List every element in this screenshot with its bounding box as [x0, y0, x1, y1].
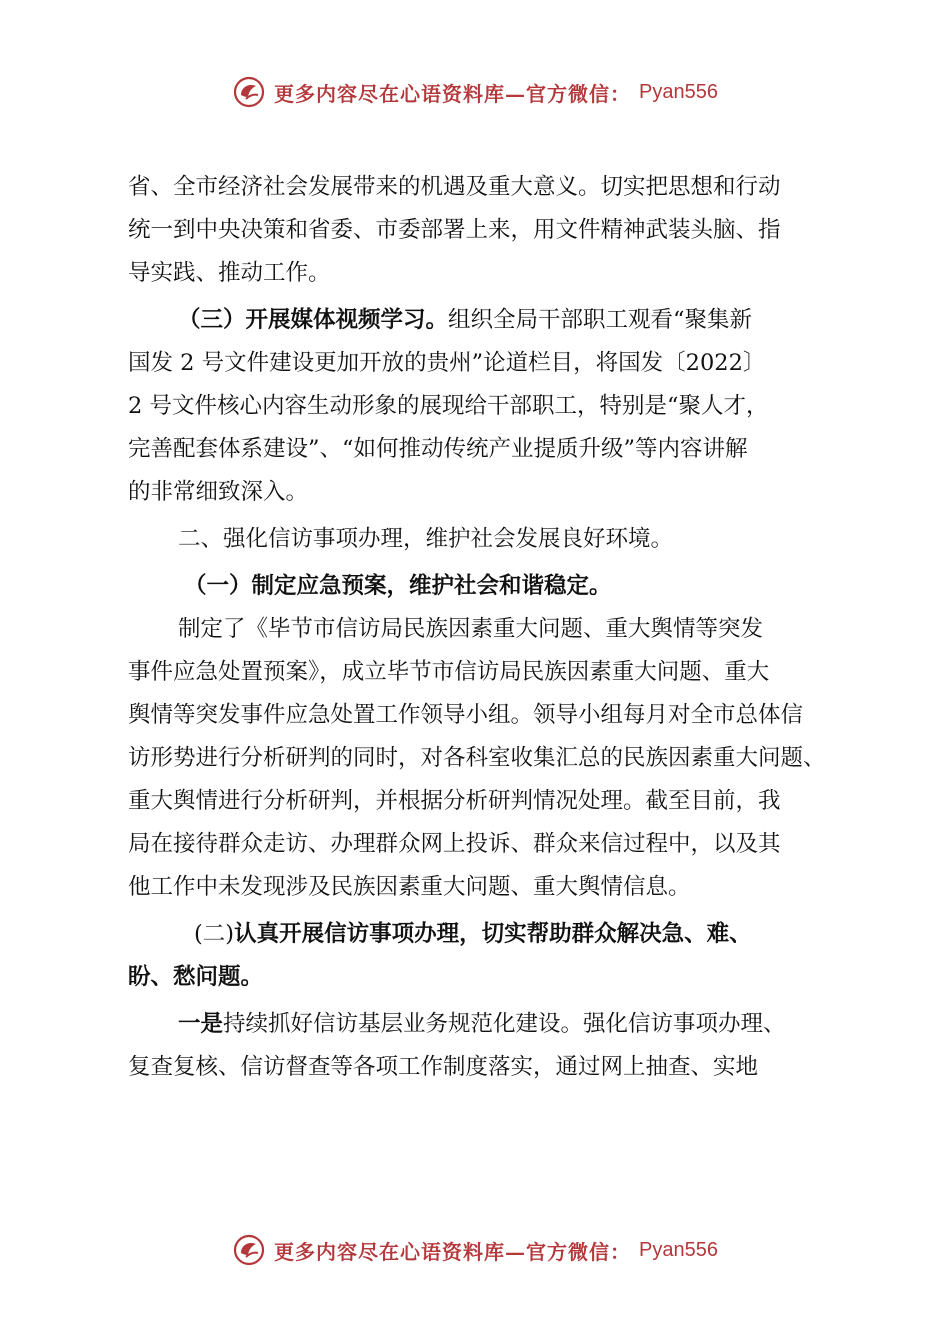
- heart-leaf-logo-icon: [232, 1233, 266, 1267]
- subsection-heading-continued: 盼、愁问题。: [128, 964, 264, 990]
- paragraph-line: 舆情等突发事件应急处置工作领导小组。领导小组每月对全市总体信: [128, 702, 804, 728]
- paragraph-text: 持续抓好信访基层业务规范化建设。强化信访事项办理、: [223, 1011, 786, 1037]
- subsection-heading-2: [128, 913, 848, 956]
- banner-wechat-id: Pyan556: [639, 80, 718, 103]
- paragraph-line: [128, 1003, 848, 1046]
- paragraph-line: [128, 299, 848, 342]
- paragraph-line: 2 号文件核心内容生动形象的展现给干部职工，特别是“聚人才，: [128, 393, 769, 419]
- banner-text: 更多内容尽在心语资料库—官方微信：: [274, 1239, 632, 1264]
- subsection-heading-3: （三）开展媒体视频学习。: [178, 307, 449, 333]
- subsection-heading-1: （一）制定应急预案，维护社会和谐稳定。: [184, 573, 612, 599]
- section-heading-2: 二、强化信访事项办理，维护社会发展良好环境。: [178, 526, 674, 552]
- paragraph-line: 国发 2 号文件建设更加开放的贵州”论道栏目，将国发〔2022〕: [128, 350, 766, 376]
- paragraph-line: 导实践、推动工作。: [128, 260, 331, 286]
- paragraph-line: 省、全市经济社会发展带来的机遇及重大意义。切实把思想和行动: [128, 174, 781, 200]
- paragraph-line: 制定了《毕节市信访局民族因素重大问题、重大舆情等突发: [178, 616, 764, 642]
- heart-leaf-logo-icon: [232, 75, 266, 109]
- paragraph-line: 局在接待群众走访、办理群众网上投诉、群众来信过程中，以及其: [128, 831, 781, 857]
- header-watermark-banner: [0, 70, 950, 114]
- footer-watermark-banner: [0, 1228, 950, 1272]
- paragraph-line: 统一到中央决策和省委、市委部署上来，用文件精神武装头脑、指: [128, 217, 781, 243]
- paragraph-line: 事件应急处置预案》，成立毕节市信访局民族因素重大问题、重大: [128, 659, 770, 685]
- banner-wechat-id: Pyan556: [639, 1238, 718, 1261]
- subsection-heading-text: 认真开展信访事项办理，切实帮助群众解决急、难、: [234, 921, 752, 947]
- paragraph-line: 访形势进行分析研判的同时，对各科室收集汇总的民族因素重大问题、: [128, 745, 826, 771]
- subsection-number: (二): [194, 921, 235, 947]
- paragraph-line: 完善配套体系建设”、“如何推动传统产业提质升级”等内容讲解: [128, 436, 748, 462]
- paragraph-line: 重大舆情进行分析研判，并根据分析研判情况处理。截至目前，我: [128, 788, 781, 814]
- paragraph-line: 他工作中未发现涉及民族因素重大问题、重大舆情信息。: [128, 874, 691, 900]
- lead-phrase: 一是: [178, 1011, 224, 1037]
- document-body: [128, 166, 848, 1089]
- paragraph-text: 组织全局干部职工观看“聚集新: [448, 307, 753, 333]
- paragraph-line: 的非常细致深入。: [128, 479, 309, 505]
- paragraph-line: 复查复核、信访督查等各项工作制度落实，通过网上抽查、实地: [128, 1054, 759, 1080]
- banner-text: 更多内容尽在心语资料库—官方微信：: [274, 81, 632, 106]
